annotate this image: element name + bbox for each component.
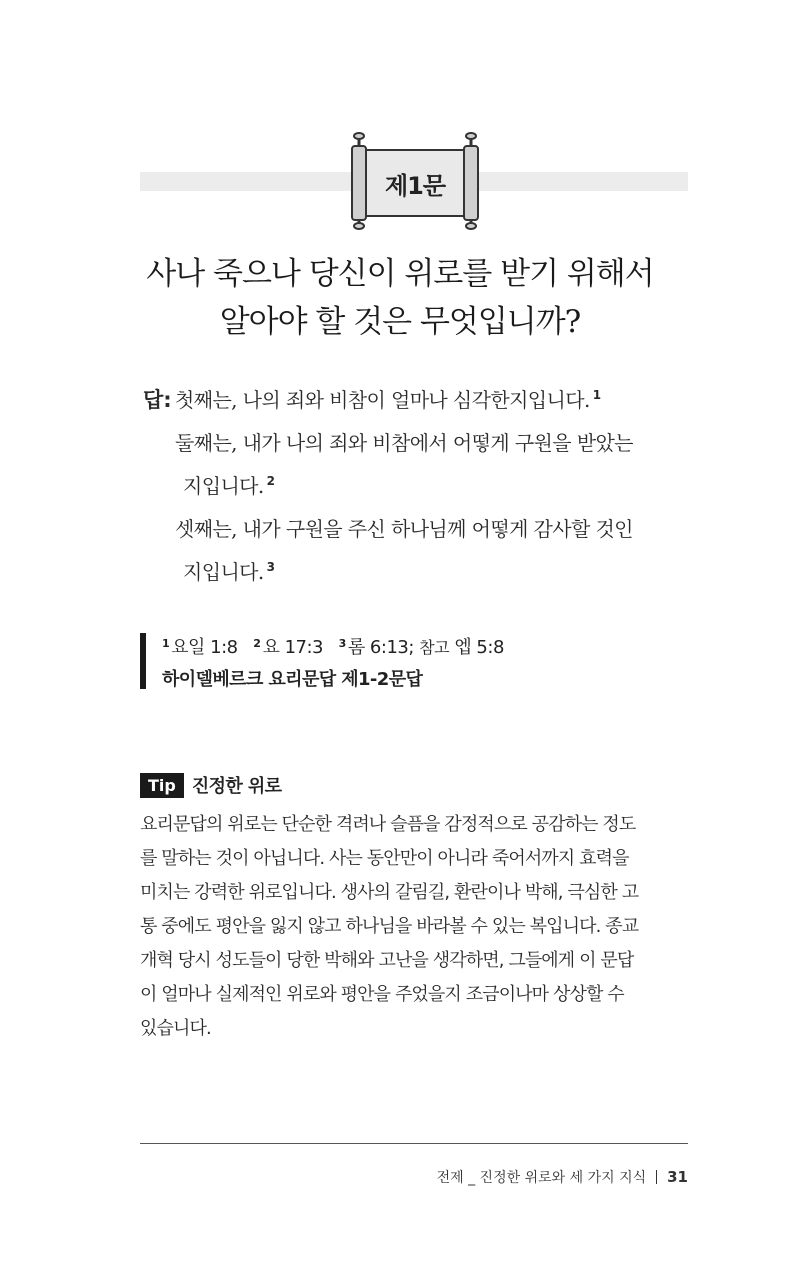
footer-separator	[656, 1170, 657, 1184]
answer-text-3: 지입니다.	[183, 474, 264, 498]
tip-badge: Tip	[140, 773, 184, 798]
chapter-label: 제1문	[384, 172, 446, 200]
page-footer	[437, 1167, 688, 1187]
tip-line: 개혁 당시 성도들이 당한 박해와 고난을 생각하면, 그들에게 이 문답	[140, 950, 634, 971]
page-number: 31	[667, 1168, 688, 1186]
ref-num-1: 1	[162, 637, 170, 650]
ref-3: 롬 6:13;	[347, 637, 414, 658]
tip-line: 요리문답의 위로는 단순한 격려나 슬픔을 감정적으로 공감하는 정도	[140, 814, 636, 835]
tip-line: 를 말하는 것이 아닙니다. 사는 동안만이 아니라 죽어서까지 효력을	[140, 848, 629, 869]
answer-line-4: 셋째는, 내가 구원을 주신 하나님께 어떻게 감사할 것인	[175, 517, 633, 541]
footnote-marker-2: 2	[266, 474, 275, 488]
answer-line-3	[183, 470, 274, 499]
answer-label: 답:	[143, 388, 172, 412]
tip-line: 이 얼마나 실제적인 위로와 평안을 주었을지 조금이나마 상상할 수	[140, 984, 624, 1005]
tip-line: 미치는 강력한 위로입니다. 생사의 갈림길, 환란이나 박해, 극심한 고	[140, 882, 639, 903]
tip-title: 진정한 위로	[191, 776, 282, 797]
ref-num-3: 3	[338, 637, 346, 650]
footer-rule	[140, 1143, 688, 1144]
scripture-references	[140, 631, 700, 689]
tip-header	[140, 772, 281, 800]
answer-line-1	[175, 384, 600, 413]
running-title: 전제 _ 진정한 위로와 세 가지 지식	[436, 1170, 647, 1186]
footnote-marker-1: 1	[592, 388, 601, 402]
tip-line: 있습니다.	[140, 1018, 211, 1039]
answer-text-5: 지입니다.	[183, 560, 264, 584]
reference-line	[162, 633, 504, 659]
ref-1: 요일 1:8	[171, 637, 238, 658]
answer-line-2: 둘째는, 내가 나의 죄와 비참에서 어떻게 구원을 받았는	[175, 431, 633, 455]
reference-bar	[140, 633, 146, 689]
answer-text-1: 첫째는, 나의 죄와 비참이 얼마나 심각한지입니다.	[175, 388, 590, 412]
ref-2: 요 17:3	[262, 637, 323, 658]
question-line-1: 사나 죽으나 당신이 위로를 받기 위해서	[146, 256, 654, 292]
question-line-2: 알아야 할 것은 무엇입니까?	[219, 304, 581, 340]
answer-line-5	[183, 556, 274, 585]
question	[100, 250, 700, 346]
chapter-scroll-banner	[342, 132, 488, 230]
ref-4: 엡 5:8	[454, 637, 504, 658]
footnote-marker-3: 3	[266, 560, 275, 574]
ref-see-label: 참고	[419, 638, 450, 657]
ref-num-2: 2	[253, 637, 261, 650]
tip-line: 통 중에도 평안을 잃지 않고 하나님을 바라볼 수 있는 복입니다. 종교	[140, 916, 639, 937]
reference-source: 하이델베르크 요리문답 제1-2문답	[162, 669, 423, 690]
